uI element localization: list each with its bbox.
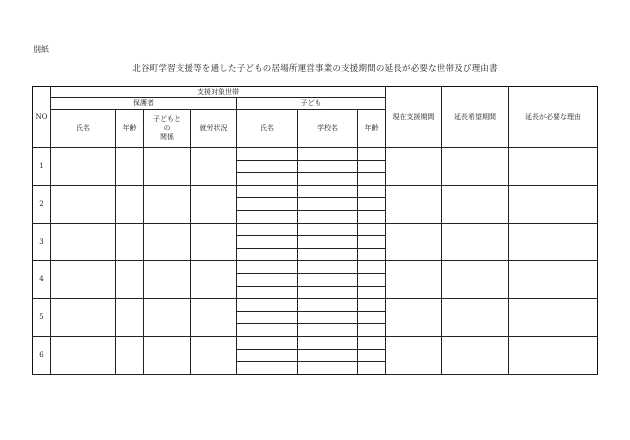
relation-header-line: 関係 xyxy=(160,132,174,141)
guardian-age-cell[interactable] xyxy=(116,185,144,223)
guardian-name-cell[interactable] xyxy=(51,336,116,374)
row-number: 5 xyxy=(33,299,51,337)
school-cell[interactable] xyxy=(298,148,358,161)
row-number: 1 xyxy=(33,148,51,186)
child-age-cell[interactable] xyxy=(358,273,386,286)
reason-header: 延長が必要な理由 xyxy=(509,87,598,148)
school-cell[interactable] xyxy=(298,299,358,312)
guardian-name-cell[interactable] xyxy=(51,223,116,261)
school-cell[interactable] xyxy=(298,273,358,286)
child-age-cell[interactable] xyxy=(358,261,386,274)
guardian-age-cell[interactable] xyxy=(116,299,144,337)
desired-period-cell[interactable] xyxy=(442,336,509,374)
relation-cell[interactable] xyxy=(144,148,191,186)
child-name-cell[interactable] xyxy=(237,324,298,337)
child-age-cell[interactable] xyxy=(358,223,386,236)
relation-header-line: 子どもと xyxy=(153,115,181,124)
current-period-cell[interactable] xyxy=(386,299,442,337)
table-row xyxy=(33,299,598,312)
school-cell[interactable] xyxy=(298,223,358,236)
employment-cell[interactable] xyxy=(191,261,237,299)
reason-cell[interactable] xyxy=(509,148,598,186)
child-age-cell[interactable] xyxy=(358,311,386,324)
row-number: 6 xyxy=(33,336,51,374)
child-age-cell[interactable] xyxy=(358,299,386,312)
table-row xyxy=(33,336,598,349)
school-cell[interactable] xyxy=(298,261,358,274)
child-age-cell[interactable] xyxy=(358,248,386,261)
school-cell[interactable] xyxy=(298,324,358,337)
school-cell[interactable] xyxy=(298,236,358,249)
extension-request-form-table xyxy=(32,86,598,375)
table-row xyxy=(33,148,598,161)
relation-cell[interactable] xyxy=(144,185,191,223)
no-header: NO xyxy=(33,87,51,148)
child-age-cell[interactable] xyxy=(358,148,386,161)
school-cell[interactable] xyxy=(298,210,358,223)
employment-cell[interactable] xyxy=(191,148,237,186)
guardian-name-cell[interactable] xyxy=(51,148,116,186)
school-cell[interactable] xyxy=(298,248,358,261)
child-age-cell[interactable] xyxy=(358,185,386,198)
guardian-name-cell[interactable] xyxy=(51,185,116,223)
employment-cell[interactable] xyxy=(191,336,237,374)
child-name-cell[interactable] xyxy=(237,299,298,312)
reason-cell[interactable] xyxy=(509,336,598,374)
child-age-cell[interactable] xyxy=(358,210,386,223)
child-name-cell[interactable] xyxy=(237,160,298,173)
current-period-cell[interactable] xyxy=(386,185,442,223)
school-cell[interactable] xyxy=(298,185,358,198)
row-number: 3 xyxy=(33,223,51,261)
reason-cell[interactable] xyxy=(509,261,598,299)
child-name-cell[interactable] xyxy=(237,236,298,249)
relation-cell[interactable] xyxy=(144,336,191,374)
relation-header xyxy=(144,110,191,148)
relation-cell[interactable] xyxy=(144,299,191,337)
child-name-cell[interactable] xyxy=(237,349,298,362)
guardian-age-cell[interactable] xyxy=(116,336,144,374)
relation-cell[interactable] xyxy=(144,261,191,299)
child-age-cell[interactable] xyxy=(358,336,386,349)
table-row xyxy=(33,261,598,274)
relation-cell[interactable] xyxy=(144,223,191,261)
desired-period-cell[interactable] xyxy=(442,299,509,337)
guardian-age-cell[interactable] xyxy=(116,261,144,299)
row-number: 2 xyxy=(33,185,51,223)
school-header: 学校名 xyxy=(298,110,358,148)
current-period-cell[interactable] xyxy=(386,261,442,299)
row-number: 4 xyxy=(33,261,51,299)
school-cell[interactable] xyxy=(298,336,358,349)
relation-header-line: の xyxy=(163,124,171,133)
guardian-age-cell[interactable] xyxy=(116,148,144,186)
guardian-name-header: 氏名 xyxy=(51,110,116,148)
child-name-cell[interactable] xyxy=(237,336,298,349)
current-period-cell[interactable] xyxy=(386,336,442,374)
child-name-cell[interactable] xyxy=(237,223,298,236)
guardian-header: 保護者 xyxy=(51,98,237,110)
desired-period-cell[interactable] xyxy=(442,185,509,223)
desired-period-header: 延長希望期間 xyxy=(442,87,509,148)
child-age-cell[interactable] xyxy=(358,173,386,186)
child-age-cell[interactable] xyxy=(358,362,386,375)
employment-header: 就労状況 xyxy=(191,110,237,148)
child-name-cell[interactable] xyxy=(237,148,298,161)
attachment-label: 別紙 xyxy=(33,45,49,54)
school-cell[interactable] xyxy=(298,362,358,375)
child-age-cell[interactable] xyxy=(358,349,386,362)
child-age-cell[interactable] xyxy=(358,236,386,249)
school-cell[interactable] xyxy=(298,160,358,173)
child-name-cell[interactable] xyxy=(237,248,298,261)
desired-period-cell[interactable] xyxy=(442,223,509,261)
guardian-name-cell[interactable] xyxy=(51,299,116,337)
child-name-cell[interactable] xyxy=(237,185,298,198)
school-cell[interactable] xyxy=(298,286,358,299)
child-age-header: 年齢 xyxy=(358,110,386,148)
child-name-cell[interactable] xyxy=(237,210,298,223)
employment-cell[interactable] xyxy=(191,185,237,223)
school-cell[interactable] xyxy=(298,173,358,186)
guardian-age-cell[interactable] xyxy=(116,223,144,261)
reason-cell[interactable] xyxy=(509,299,598,337)
support-household-header: 支援対象世帯 xyxy=(51,87,386,98)
document-title: 北谷町学習支援等を通した子どもの居場所運営事業の支援期間の延長が必要な世帯及び理由書 xyxy=(132,64,498,74)
child-age-cell[interactable] xyxy=(358,286,386,299)
table-row xyxy=(33,185,598,198)
employment-cell[interactable] xyxy=(191,299,237,337)
child-name-cell[interactable] xyxy=(237,261,298,274)
desired-period-cell[interactable] xyxy=(442,261,509,299)
child-age-cell[interactable] xyxy=(358,160,386,173)
child-name-header: 氏名 xyxy=(237,110,298,148)
child-name-cell[interactable] xyxy=(237,362,298,375)
current-period-header: 現在支援期間 xyxy=(386,87,442,148)
child-age-cell[interactable] xyxy=(358,324,386,337)
current-period-cell[interactable] xyxy=(386,148,442,186)
school-cell[interactable] xyxy=(298,349,358,362)
employment-cell[interactable] xyxy=(191,223,237,261)
child-name-cell[interactable] xyxy=(237,198,298,211)
current-period-cell[interactable] xyxy=(386,223,442,261)
child-age-cell[interactable] xyxy=(358,198,386,211)
school-cell[interactable] xyxy=(298,311,358,324)
reason-cell[interactable] xyxy=(509,223,598,261)
child-name-cell[interactable] xyxy=(237,273,298,286)
reason-cell[interactable] xyxy=(509,185,598,223)
child-name-cell[interactable] xyxy=(237,311,298,324)
guardian-age-header: 年齢 xyxy=(116,110,144,148)
table-row xyxy=(33,223,598,236)
school-cell[interactable] xyxy=(298,198,358,211)
guardian-name-cell[interactable] xyxy=(51,261,116,299)
child-name-cell[interactable] xyxy=(237,286,298,299)
desired-period-cell[interactable] xyxy=(442,148,509,186)
child-name-cell[interactable] xyxy=(237,173,298,186)
child-header: 子ども xyxy=(237,98,386,110)
